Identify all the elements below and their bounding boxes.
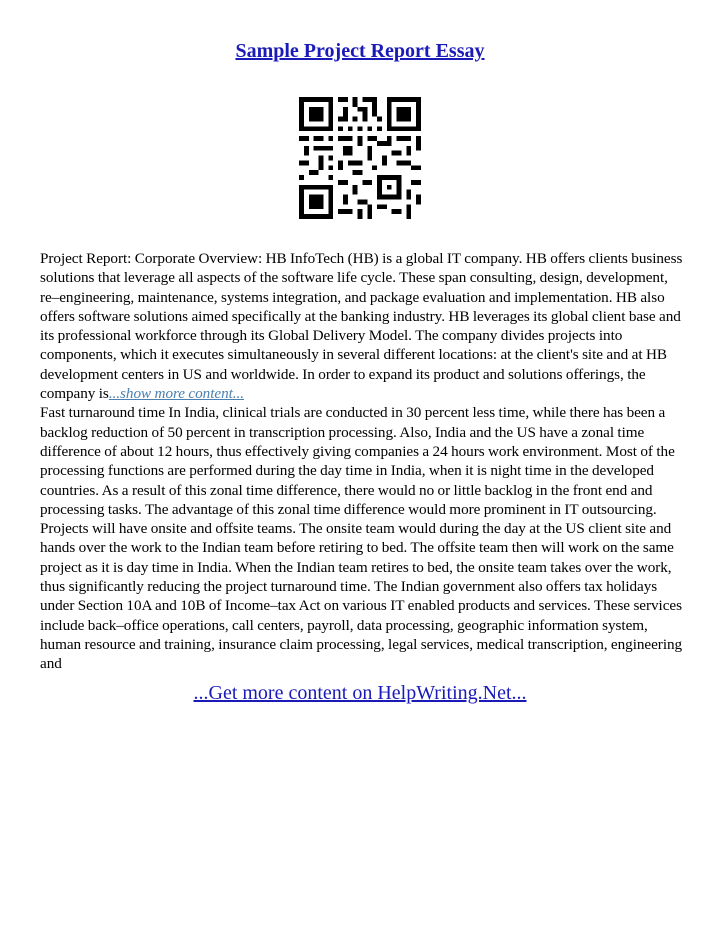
paragraph-1-text: Project Report: Corporate Overview: HB InfoTech (HB) is a global IT company. HB offers clients business solutions that leverage all aspects of the software life cycle. These span consulting, design, development, re–engineering, maintenance, systems integration, and package evaluation and implementation. HB also offers software solutions aimed specifically at the banking industry. HB leverages its global client base and its professional workforce through its Global Delivery Model. The company divides projects into components, which it executes simultaneously in several different locations: at the client's site and at HB development centers in US and worldwide. In order to expand its product and solutions offerings, the company is xyxy=(40,250,683,403)
qr-code-icon xyxy=(299,97,421,219)
show-more-link[interactable]: ...show more content... xyxy=(108,385,245,403)
get-more-content-link[interactable]: ...Get more content on HelpWriting.Net... xyxy=(193,682,527,704)
page-title xyxy=(0,38,720,64)
footer xyxy=(0,680,720,706)
essay-paragraph-2: Fast turnaround time In India, clinical trials are conducted in 30 percent less time, while there has been a backlog reduction of 50 percent in transcription processing. Also, India and the US have a zonal time difference of about 12 hours, thus effectively giving companies a 24 hours work environment. Most of the processing functions are performed during the day time in India, when it is night time in the developed countries. As a result of this zonal time difference, there would no or little backlog in the front end and processing tasks. The advantage of this zonal time difference would more prominent in IT outsourcing. Projects will have onsite and offsite teams. The onsite team would during the day at the US client site and hands over the work to the Indian team before retiring to bed. The offsite team then will work on the same project as it is day time in India. When the Indian team retires to bed, the onsite team takes over the work, thus significantly reducing the project turnaround time. The Indian government also offers tax holidays under Section 10A and 10B of Income–tax Act on various IT enabled products and services. These services include back–office operations, call centers, payroll, data processing, geographic information system, human resource and training, insurance claim processing, legal services, medical transcription, engineering and xyxy=(40,404,683,673)
essay-body xyxy=(40,249,685,674)
title-link[interactable]: Sample Project Report Essay xyxy=(235,40,485,62)
essay-paragraph-1 xyxy=(40,249,685,403)
